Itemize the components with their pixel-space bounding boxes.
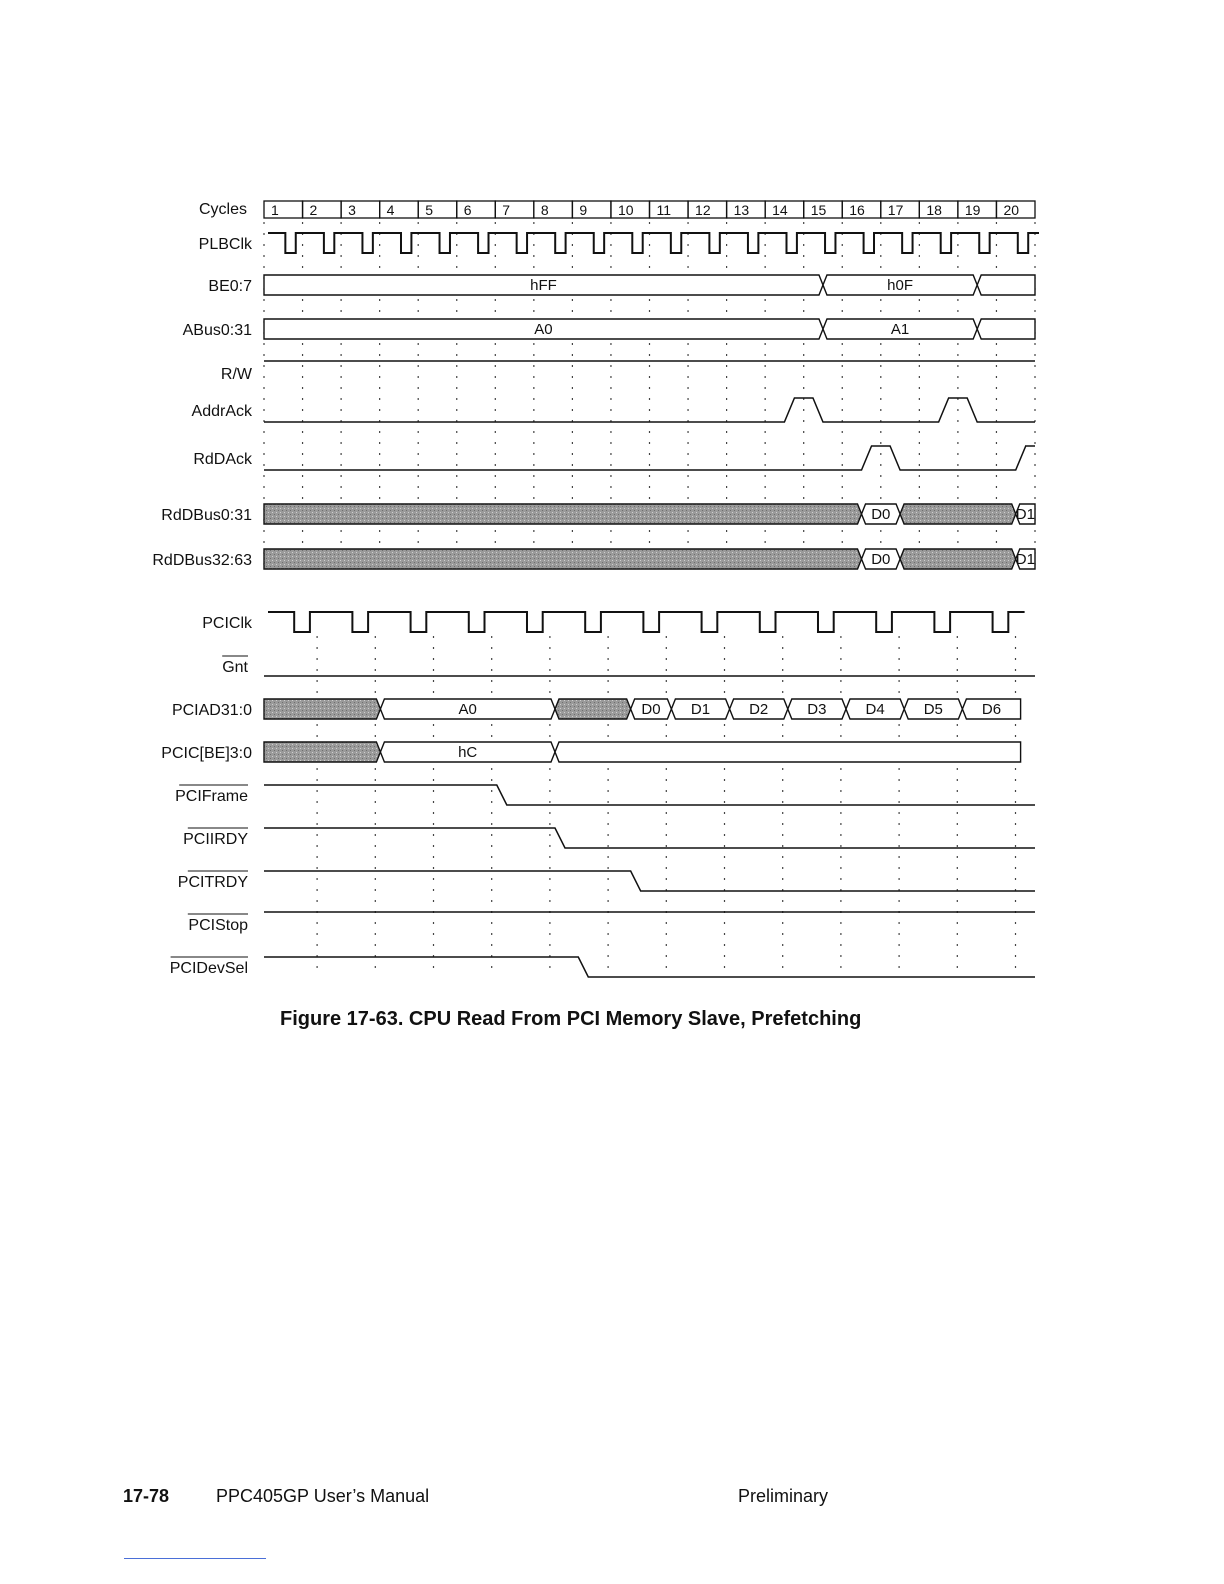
cycle-number: 10	[617, 202, 634, 218]
cycle-box	[380, 201, 419, 218]
plb-clock-wave	[268, 233, 1039, 253]
signal-label: Gnt	[222, 659, 248, 676]
cycle-number: 2	[309, 202, 318, 218]
bus-segment-undefined	[264, 549, 862, 569]
footer-rule	[124, 1558, 266, 1559]
signal-label: RdDBus0:31	[161, 507, 252, 524]
signal-labels	[152, 236, 253, 977]
signal-label: PCIStop	[188, 917, 248, 934]
bus-segment	[555, 742, 1021, 762]
signal-label: PCIFrame	[175, 788, 248, 805]
signal-label: AddrAck	[191, 403, 252, 420]
bus-value: D5	[923, 701, 943, 718]
bus-segment-undefined	[900, 504, 1016, 524]
signal-label: PLBClk	[198, 236, 252, 253]
bus-value: D0	[871, 506, 891, 523]
cycle-box	[495, 201, 534, 218]
cycle-box	[264, 201, 303, 218]
falling-wave	[264, 957, 1035, 977]
signal-label: R/W	[220, 366, 252, 383]
cycle-number: 16	[849, 202, 865, 218]
cycle-number: 5	[425, 202, 433, 218]
signal-label: PCIClk	[202, 615, 252, 632]
cycle-number: 17	[887, 202, 904, 218]
bus-value: D0	[641, 701, 661, 718]
signal-label: PCIDevSel	[169, 960, 248, 977]
signal-label: PCIAD31:0	[171, 702, 252, 719]
bus-value: A0	[458, 701, 477, 718]
signal-label: ABus0:31	[182, 322, 252, 339]
cycle-number: 9	[579, 202, 588, 218]
footer-manual-title: PPC405GP User’s Manual	[216, 1486, 430, 1506]
falling-wave	[264, 871, 1035, 891]
signal-label: PCITRDY	[177, 874, 248, 891]
cycle-box	[341, 201, 380, 218]
falling-wave	[264, 828, 1035, 848]
falling-wave	[264, 785, 1035, 805]
cycle-number: 14	[772, 202, 788, 218]
signal-label: RdDAck	[193, 451, 252, 468]
bus-segment-undefined	[264, 699, 380, 719]
cycle-number: 20	[1003, 202, 1020, 218]
signal-label: PCIC[BE]3:0	[161, 745, 252, 762]
cycle-number: 6	[463, 202, 472, 218]
cycle-box	[303, 201, 342, 218]
bus-value: D0	[871, 551, 891, 568]
bus-value: D1	[1015, 551, 1035, 568]
cycle-number: 4	[386, 202, 395, 218]
cycle-box	[534, 201, 573, 218]
bus-segment-undefined	[264, 504, 862, 524]
bus-segment	[977, 275, 1035, 295]
pci-clock-wave	[268, 612, 1025, 632]
cycle-number: 19	[964, 202, 981, 218]
cycle-box	[418, 201, 457, 218]
bus-segment	[977, 319, 1035, 339]
bus-value: h0F	[887, 277, 914, 294]
bus-value: D6	[981, 701, 1002, 718]
cycle-number: 18	[926, 202, 942, 218]
bus-value: D1	[690, 701, 711, 718]
cycle-number: 7	[502, 202, 511, 218]
figure-caption: Figure 17-63. CPU Read From PCI Memory Slave, Prefetching	[280, 1008, 862, 1030]
cycle-box	[572, 201, 611, 218]
bus-value: D3	[807, 701, 827, 718]
bus-segment-undefined	[264, 742, 380, 762]
bus-value: D1	[1015, 506, 1035, 523]
signal-label: PCIIRDY	[183, 831, 248, 848]
bus-segment-undefined	[555, 699, 631, 719]
cycle-number: 3	[348, 202, 356, 218]
cycle-box	[457, 201, 496, 218]
bus-value: hC	[458, 744, 478, 761]
signal-label: BE0:7	[208, 278, 252, 295]
cycle-number: 13	[733, 202, 750, 218]
bus-value: hFF	[530, 277, 557, 294]
footer-status: Preliminary	[738, 1486, 829, 1506]
cycles-label: Cycles	[198, 201, 247, 218]
bus-value: D2	[749, 701, 769, 718]
cycle-number: 15	[810, 202, 827, 218]
cycle-number: 8	[540, 202, 549, 218]
cycle-number: 12	[695, 202, 711, 218]
cycle-ruler	[199, 201, 1035, 218]
bus-segment-undefined	[900, 549, 1016, 569]
bus-value: D4	[865, 701, 885, 718]
signal-label: RdDBus32:63	[152, 552, 252, 569]
pulse-wave	[264, 446, 1035, 470]
cycle-number: 11	[656, 202, 672, 218]
footer-page-number: 17-78	[123, 1486, 170, 1506]
bus-value: A0	[534, 321, 553, 338]
bus-value: A1	[890, 321, 910, 338]
cycle-number: 1	[271, 202, 279, 218]
